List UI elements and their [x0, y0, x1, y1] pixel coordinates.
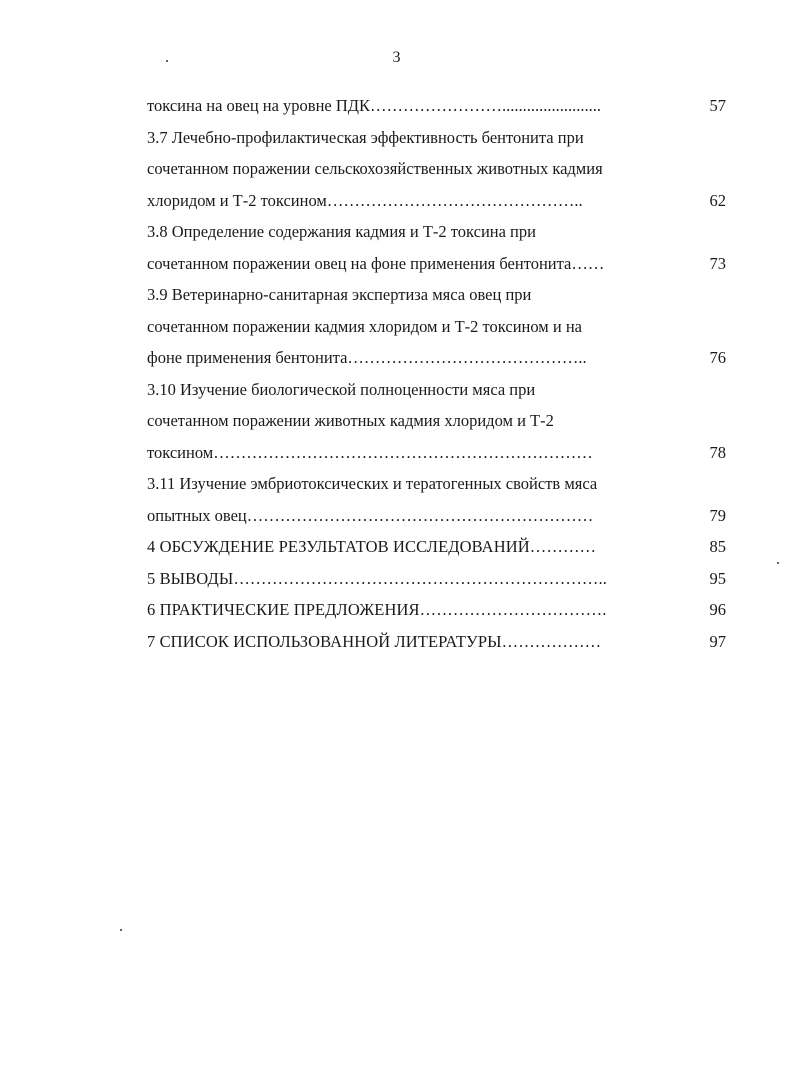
toc-line-text: 3.7 Лечебно-профилактическая эффективность бентонита при — [147, 127, 584, 147]
toc-line — [147, 252, 732, 276]
toc-page-number: 85 — [709, 537, 726, 556]
toc-line-text: 7 СПИСОК ИСПОЛЬЗОВАННОЙ ЛИТЕРАТУРЫ……………… — [147, 631, 602, 651]
toc-line-text: хлоридом и Т-2 токсином……………………………………….. — [147, 190, 583, 210]
toc-line-text: 3.9 Ветеринарно-санитарная экспертиза мяса овец при — [147, 285, 532, 304]
toc-line — [147, 283, 732, 307]
toc-line-text: 3.8 Определение содержания кадмия и Т-2 токсина при — [147, 222, 536, 241]
toc-line-text: токсина на овец на уровне ПДК……………………........................ — [147, 96, 602, 115]
toc-page-number: 62 — [709, 190, 726, 210]
toc-line — [147, 409, 732, 433]
toc-line — [147, 504, 732, 528]
toc-line-text: 3.11 Изучение эмбриотоксических и тератогенных свойств мяса — [147, 474, 598, 493]
toc-line — [147, 189, 732, 213]
scan-speck — [777, 562, 779, 564]
toc-line — [147, 598, 732, 622]
toc-line — [147, 567, 732, 591]
toc-line — [147, 472, 732, 496]
toc-line — [147, 378, 732, 402]
toc-line-text: 6 ПРАКТИЧЕСКИЕ ПРЕДЛОЖЕНИЯ……………………………. — [147, 600, 607, 619]
toc-page-number: 78 — [709, 442, 726, 462]
toc-page-number: 76 — [709, 348, 726, 367]
toc-line — [147, 94, 732, 118]
toc-line — [147, 220, 732, 244]
scan-speck — [166, 60, 168, 62]
toc-line-text: сочетанном поражении животных кадмия хлоридом и Т-2 — [147, 411, 554, 430]
toc-line-text: сочетанном поражении овец на фоне применения бентонита…… — [147, 253, 605, 273]
toc-line — [147, 630, 732, 654]
toc-page-number: 97 — [709, 631, 726, 651]
toc-line-text: 4 ОБСУЖДЕНИЕ РЕЗУЛЬТАТОВ ИССЛЕДОВАНИЙ………… — [147, 537, 597, 556]
toc-line-text: токсином…………………………………………………………… — [147, 442, 593, 462]
toc-line-text: 5 ВЫВОДЫ………………………………………………………….. — [147, 568, 607, 588]
toc-line-text: сочетанном поражении сельскохозяйственных животных кадмия — [147, 159, 603, 178]
toc-page-number: 96 — [709, 600, 726, 619]
toc-line-text: 3.10 Изучение биологической полноценности мяса при — [147, 379, 536, 399]
scan-speck — [120, 929, 122, 931]
toc-line — [147, 126, 732, 150]
toc-line — [147, 346, 732, 370]
toc-line-text: опытных овец……………………………………………………… — [147, 505, 594, 525]
toc-page-number: 57 — [709, 96, 726, 115]
toc-page-number: 95 — [709, 568, 726, 588]
toc-line-text: фоне применения бентонита…………………………………….. — [147, 348, 587, 367]
toc-line — [147, 315, 732, 339]
toc-line — [147, 157, 732, 181]
toc-page-number: 79 — [709, 505, 726, 525]
toc-line-text: сочетанном поражении кадмия хлоридом и Т-2 токсином и на — [147, 316, 582, 336]
toc-line — [147, 535, 732, 559]
page-number: 3 — [392, 49, 401, 66]
toc-page-number: 73 — [709, 253, 726, 273]
toc-line — [147, 441, 732, 465]
